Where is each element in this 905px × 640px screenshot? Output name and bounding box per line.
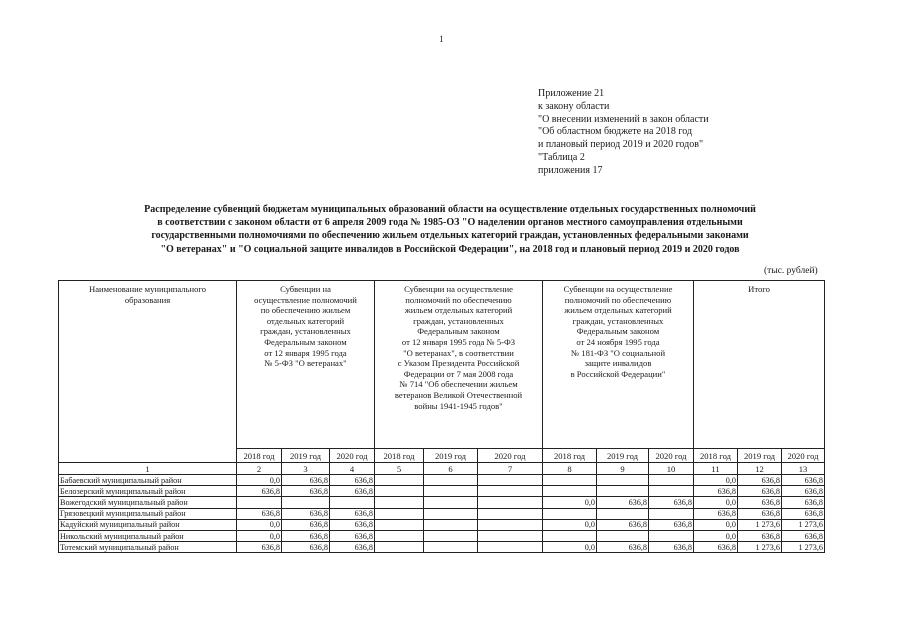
table-row (59, 542, 825, 553)
municipality-name: Тотемский муниципальный район (59, 542, 237, 553)
amount-cell: 636,8 (330, 508, 375, 519)
amount-cell: 1 273,6 (738, 542, 782, 553)
amount-cell: 636,8 (694, 486, 738, 497)
municipality-name: Вожегодский муниципальный район (59, 497, 237, 508)
header-line: отдельных категорий (266, 315, 345, 326)
header-line: в Российской Федерации" (570, 368, 666, 379)
amount-cell: 636,8 (738, 475, 782, 486)
amount-cell: 636,8 (237, 508, 282, 519)
amount-cell (478, 475, 543, 486)
amount-cell (375, 497, 424, 508)
group-header-total (694, 281, 825, 449)
amount-cell (597, 508, 649, 519)
header-line: от 24 ноября 1995 года (576, 336, 660, 347)
amount-cell (424, 475, 478, 486)
amount-cell: 0,0 (543, 519, 597, 530)
header-line: Федеральным законом (576, 326, 660, 337)
amount-cell (424, 519, 478, 530)
amount-cell (237, 497, 282, 508)
document-title (100, 203, 800, 256)
amount-cell (543, 486, 597, 497)
municipality-name: Кадуйский муниципальный район (59, 519, 237, 530)
amount-cell: 0,0 (694, 475, 738, 486)
year-header: 2019 год (738, 449, 782, 463)
amount-cell (424, 530, 478, 541)
column-number: 9 (597, 463, 649, 475)
amount-cell: 636,8 (597, 497, 649, 508)
amount-cell: 636,8 (282, 486, 330, 497)
amount-cell (424, 542, 478, 553)
year-header: 2019 год (282, 449, 330, 463)
table-row (59, 497, 825, 508)
amount-cell (478, 497, 543, 508)
table-row (59, 486, 825, 497)
amount-cell: 0,0 (543, 497, 597, 508)
header-line: войны 1941-1945 годов" (414, 400, 503, 411)
amount-cell (375, 519, 424, 530)
amount-cell: 636,8 (738, 486, 782, 497)
amount-cell: 636,8 (237, 486, 282, 497)
year-header: 2019 год (597, 449, 649, 463)
table-row (59, 519, 825, 530)
header-line: полномочий по обеспечению (405, 294, 512, 305)
header-line: Субвенции на осуществление (404, 284, 513, 294)
header-line: Субвенции на осуществление (563, 284, 673, 294)
amount-cell: 636,8 (782, 486, 825, 497)
appendix-line: приложения 17 (538, 164, 603, 176)
amount-cell (375, 530, 424, 541)
header-line: по обеспечению жильем (260, 305, 351, 316)
column-number: 11 (694, 463, 738, 475)
header-line: Федерации от 7 мая 2008 года (403, 368, 514, 379)
year-header: 2020 год (649, 449, 694, 463)
amount-cell (375, 486, 424, 497)
header-line: Наименование муниципального (88, 284, 207, 294)
table-body (59, 475, 825, 553)
amount-cell: 636,8 (237, 542, 282, 553)
amount-cell (424, 497, 478, 508)
column-number: 7 (478, 463, 543, 475)
title-line: Распределение субвенций бюджетам муниципальных образований области на осуществление отдельных государственных полномочий (144, 204, 756, 215)
year-header: 2018 год (694, 449, 738, 463)
amount-cell: 1 273,6 (738, 519, 782, 530)
amount-cell (597, 475, 649, 486)
units-label: (тыс. рублей) (764, 266, 818, 276)
year-header: 2020 год (782, 449, 825, 463)
amount-cell: 636,8 (694, 542, 738, 553)
amount-cell: 636,8 (782, 497, 825, 508)
header-line: № 5-ФЗ "О ветеранах" (264, 358, 347, 369)
amount-cell: 636,8 (738, 508, 782, 519)
group-header-veterans (237, 281, 375, 449)
amount-cell (478, 508, 543, 519)
column-number: 6 (424, 463, 478, 475)
amount-cell: 0,0 (237, 475, 282, 486)
amount-cell (649, 508, 694, 519)
amount-cell: 0,0 (694, 497, 738, 508)
amount-cell (649, 475, 694, 486)
amount-cell: 0,0 (543, 542, 597, 553)
table-row (59, 475, 825, 486)
header-line: полномочий по обеспечению (564, 294, 672, 305)
column-number: 12 (738, 463, 782, 475)
header-line: жильем отдельных категорий (564, 305, 672, 316)
amount-cell: 636,8 (738, 530, 782, 541)
amount-cell: 636,8 (330, 486, 375, 497)
year-header: 2019 год (424, 449, 478, 463)
appendix-line: Приложение 21 (538, 88, 605, 99)
amount-cell (330, 497, 375, 508)
year-header: 2018 год (543, 449, 597, 463)
amount-cell: 636,8 (649, 542, 694, 553)
year-header: 2020 год (330, 449, 375, 463)
municipality-name: Бабаевский муниципальный район (59, 475, 237, 486)
amount-cell: 636,8 (738, 497, 782, 508)
amount-cell: 636,8 (282, 475, 330, 486)
amount-cell: 636,8 (597, 542, 649, 553)
amount-cell (543, 475, 597, 486)
header-line: осуществление полномочий (254, 294, 357, 305)
amount-cell (597, 486, 649, 497)
amount-cell (543, 530, 597, 541)
header-line: образования (124, 294, 171, 305)
column-number: 2 (237, 463, 282, 475)
header-line: жильем отдельных категорий (404, 305, 513, 316)
header-line: с Указом Президента Российской (397, 358, 520, 369)
amount-cell (649, 486, 694, 497)
header-line: граждан, установленных (260, 326, 351, 337)
appendix-line: "О внесении изменений в закон области (538, 113, 709, 125)
appendix-line: "Таблица 2 (538, 151, 585, 163)
column-number: 8 (543, 463, 597, 475)
amount-cell: 636,8 (330, 475, 375, 486)
column-number: 1 (59, 463, 237, 475)
amount-cell (478, 542, 543, 553)
subsidy-table (58, 280, 825, 553)
header-line: "О ветеранах", в соответствии (403, 347, 514, 358)
header-line: от 12 января 1995 года № 5-ФЗ (401, 336, 516, 347)
amount-cell: 636,8 (649, 497, 694, 508)
amount-cell: 636,8 (649, 519, 694, 530)
header-line: защите инвалидов (584, 358, 652, 369)
amount-cell: 636,8 (597, 519, 649, 530)
amount-cell: 636,8 (282, 542, 330, 553)
page-number: 1 (439, 34, 444, 44)
municipality-name: Белозерский муниципальный район (59, 486, 237, 497)
amount-cell (282, 497, 330, 508)
amount-cell (375, 508, 424, 519)
header-line: Субвенции на (280, 284, 331, 294)
amount-cell: 1 273,6 (782, 542, 825, 553)
amount-cell (424, 486, 478, 497)
appendix-line: к закону области (538, 100, 610, 112)
amount-cell (478, 519, 543, 530)
amount-cell: 636,8 (782, 508, 825, 519)
amount-cell: 0,0 (237, 519, 282, 530)
table-row (59, 508, 825, 519)
column-number: 13 (782, 463, 825, 475)
year-header: 2018 год (375, 449, 424, 463)
amount-cell: 0,0 (694, 519, 738, 530)
column-number: 4 (330, 463, 375, 475)
group-header-disabled (543, 281, 694, 449)
amount-cell: 636,8 (282, 530, 330, 541)
table-row (59, 530, 825, 541)
amount-cell: 636,8 (330, 519, 375, 530)
name-column-header (59, 281, 237, 463)
amount-cell: 1 273,6 (782, 519, 825, 530)
amount-cell (478, 530, 543, 541)
year-header: 2020 год (478, 449, 543, 463)
amount-cell: 636,8 (782, 475, 825, 486)
header-line: Федеральным законом (417, 326, 500, 337)
amount-cell: 636,8 (330, 530, 375, 541)
column-number: 10 (649, 463, 694, 475)
column-number: 3 (282, 463, 330, 475)
header-line: от 12 января 1995 года (264, 347, 347, 358)
amount-cell: 636,8 (694, 508, 738, 519)
title-line: в соответствии с законом области от 6 апреля 2009 года № 1985-ОЗ "О наделении органов местного самоуправления отдельными (157, 217, 743, 229)
title-line: государственными полномочиями по обеспечению жильем отдельных категорий граждан, установленных федеральными законами (151, 230, 749, 242)
municipality-name: Никольский муниципальный район (59, 530, 237, 541)
appendix-line: "Об областном бюджете на 2018 год (538, 126, 693, 138)
amount-cell: 636,8 (282, 508, 330, 519)
header-line: № 714 "Об обеспечении жильем (399, 379, 518, 390)
municipality-name: Грязовецкий муниципальный район (59, 508, 237, 519)
amount-cell (375, 475, 424, 486)
amount-cell: 636,8 (330, 542, 375, 553)
header-line: граждан, установленных (413, 315, 504, 326)
amount-cell (543, 508, 597, 519)
header-line: Итого (748, 284, 770, 294)
amount-cell: 0,0 (237, 530, 282, 541)
appendix-line: и плановый период 2019 и 2020 годов" (538, 139, 704, 151)
year-header: 2018 год (237, 449, 282, 463)
header-line: ветеранов Великой Отечественной (394, 389, 523, 400)
amount-cell (478, 486, 543, 497)
amount-cell: 636,8 (282, 519, 330, 530)
amount-cell (424, 508, 478, 519)
header-line: граждан, установленных (572, 315, 664, 326)
amount-cell: 0,0 (694, 530, 738, 541)
amount-cell (597, 530, 649, 541)
appendix-reference (538, 88, 709, 178)
header-line: № 181-ФЗ "О социальной (570, 347, 666, 358)
title-line: "О ветеранах" и "О социальной защите инвалидов в Российской Федерации", на 2018 год и плановый период 2019 и 2020 годов (160, 243, 740, 255)
group-header-ww2-veterans (375, 281, 543, 449)
amount-cell (375, 542, 424, 553)
column-number: 5 (375, 463, 424, 475)
amount-cell: 636,8 (782, 530, 825, 541)
amount-cell (649, 530, 694, 541)
header-line: Федеральным законом (264, 336, 347, 347)
